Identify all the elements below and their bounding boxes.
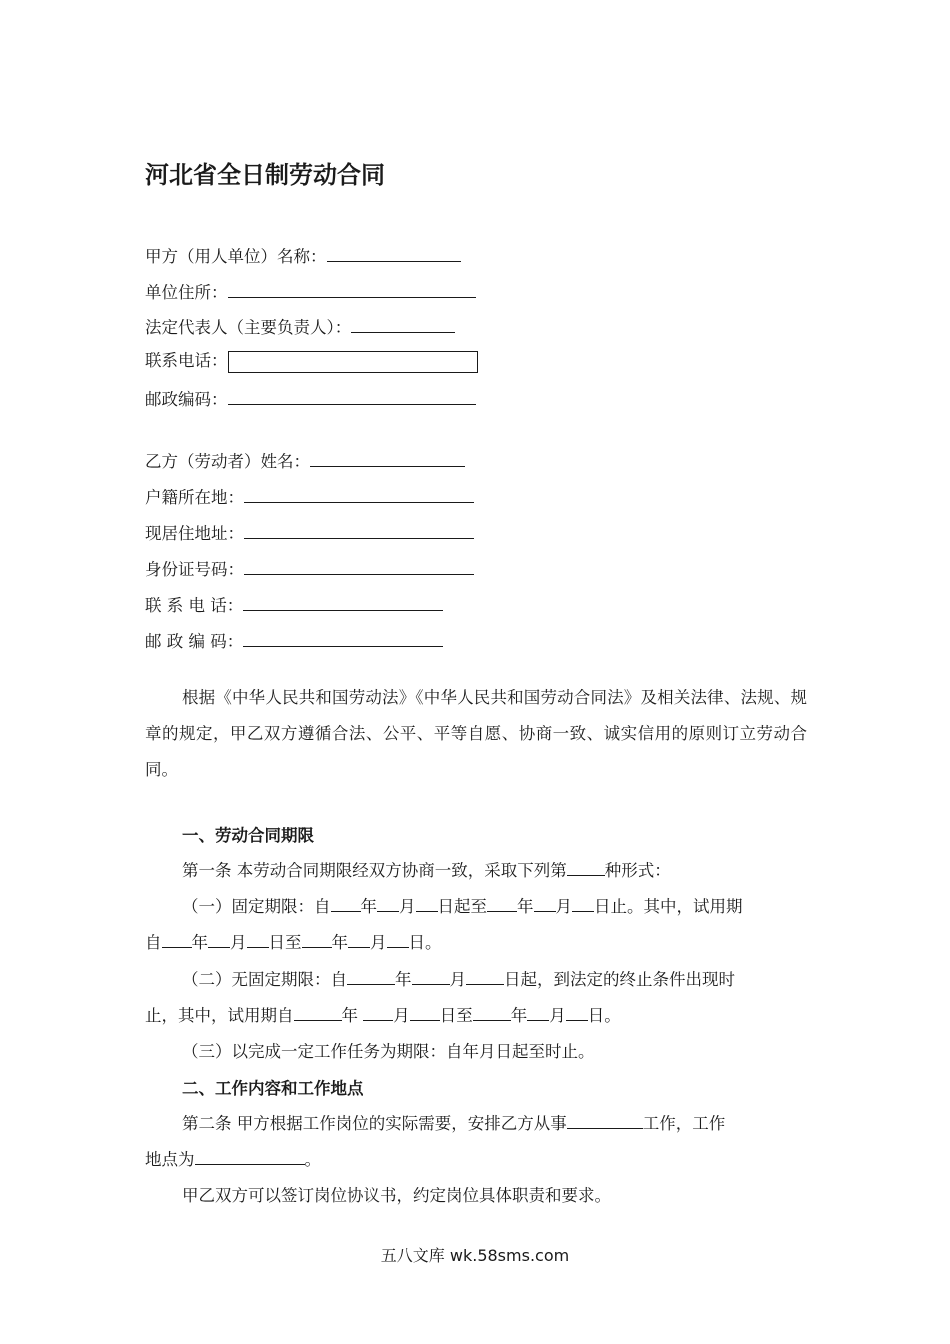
party-b-postcode-line — [145, 628, 443, 654]
day-from-text: 日起至 — [437, 897, 487, 916]
party-b-name-label: 乙方（劳动者）姓名： — [145, 452, 310, 471]
article1-text-end: 种形式： — [604, 861, 671, 880]
work-place-end: 。 — [304, 1150, 321, 1169]
fixed-term-probation-line — [145, 925, 807, 961]
blank[interactable] — [487, 893, 517, 912]
party-b-hukou-blank[interactable] — [244, 484, 474, 503]
party-b-address-label: 现居住地址： — [145, 524, 244, 543]
open-term-rest-text: 日起，到法定的终止条件出现时 — [504, 970, 735, 989]
year-text: 年 — [395, 970, 412, 989]
section1-heading: 一、劳动合同期限 — [182, 826, 314, 845]
fixed-term-label: （一）固定期限：自 — [182, 897, 331, 916]
month-text: 月 — [399, 897, 416, 916]
day-end-text: 日。 — [587, 1006, 621, 1025]
month-text: 月 — [370, 933, 387, 952]
year-text: 年 — [360, 897, 377, 916]
work-place-line — [145, 1142, 807, 1178]
party-b-address-blank[interactable] — [244, 520, 474, 539]
blank[interactable] — [302, 929, 332, 948]
blank[interactable] — [363, 1002, 393, 1021]
party-a-address-label: 单位住所： — [145, 283, 228, 302]
party-a-address-line — [145, 279, 476, 305]
blank[interactable] — [572, 893, 594, 912]
article1-form-blank[interactable] — [567, 857, 605, 876]
blank[interactable] — [410, 1002, 440, 1021]
open-term-line — [145, 962, 844, 998]
day-to-text: 日至 — [439, 1006, 473, 1025]
party-b-name-line — [145, 448, 465, 474]
blank[interactable] — [348, 929, 370, 948]
party-b-id-line — [145, 556, 474, 582]
open-term-probation-line — [145, 998, 807, 1034]
party-b-id-label: 身份证号码： — [145, 560, 244, 579]
probation-from-text: 止，其中，试用期自 — [145, 1006, 294, 1025]
party-b-postcode-blank[interactable] — [243, 628, 443, 647]
party-a-postcode-blank[interactable] — [228, 386, 476, 405]
party-b-hukou-line — [145, 484, 474, 510]
blank[interactable] — [294, 1002, 342, 1021]
year-text: 年 — [510, 1006, 528, 1025]
month-text: 月 — [555, 897, 572, 916]
party-a-rep-blank[interactable] — [351, 314, 455, 333]
party-a-name-label: 甲方（用人单位）名称： — [145, 247, 327, 266]
blank[interactable] — [387, 929, 409, 948]
month-text: 月 — [393, 1006, 410, 1025]
blank[interactable] — [347, 966, 395, 985]
agreement-line: 甲乙双方可以签订岗位协议书，约定岗位具体职责和要求。 — [182, 1186, 611, 1205]
blank[interactable] — [377, 893, 399, 912]
year-text: 年 — [517, 897, 534, 916]
party-a-address-blank[interactable] — [228, 279, 476, 298]
party-b-name-blank[interactable] — [310, 448, 465, 467]
task-term-line: （三）以完成一定工作任务为期限：自年月日起至时止。 — [182, 1042, 595, 1061]
year-text: 年 — [341, 1006, 364, 1025]
blank[interactable] — [566, 1002, 588, 1021]
blank[interactable] — [412, 966, 450, 985]
party-a-postcode-line — [145, 386, 476, 412]
blank[interactable] — [247, 929, 269, 948]
party-a-rep-label: 法定代表人（主要负责人）： — [145, 318, 352, 337]
party-a-name-line — [145, 243, 461, 269]
job-blank[interactable] — [567, 1110, 643, 1129]
blank[interactable] — [162, 929, 192, 948]
work-place-blank[interactable] — [195, 1146, 305, 1165]
blank[interactable] — [331, 893, 361, 912]
party-a-phone-label: 联系电话： — [145, 351, 228, 370]
work-place-label: 地点为 — [145, 1150, 195, 1169]
blank[interactable] — [473, 1002, 511, 1021]
party-a-phone-line — [145, 349, 478, 373]
year-text: 年 — [331, 933, 348, 952]
document-title: 河北省全日制劳动合同 — [145, 161, 385, 189]
month-text: 月 — [230, 933, 247, 952]
article2-text: 第二条 甲方根据工作岗位的实际需要，安排乙方从事 — [182, 1114, 567, 1133]
day-to-text: 日至 — [268, 933, 302, 952]
party-b-phone-blank[interactable] — [243, 592, 443, 611]
party-b-address-line — [145, 520, 474, 546]
party-b-postcode-label: 邮 政 编 码： — [145, 632, 244, 651]
party-b-hukou-label: 户籍所在地： — [145, 488, 244, 507]
month-text: 月 — [549, 1006, 566, 1025]
day-end-text: 日。 — [408, 933, 442, 952]
blank[interactable] — [534, 893, 556, 912]
open-term-label: （二）无固定期限：自 — [182, 970, 347, 989]
party-a-phone-box[interactable] — [228, 351, 478, 373]
party-a-rep-line — [145, 314, 455, 340]
fixed-term-line — [145, 889, 844, 925]
month-text: 月 — [449, 970, 466, 989]
party-a-postcode-label: 邮政编码： — [145, 390, 228, 409]
year-text: 年 — [191, 933, 208, 952]
blank[interactable] — [208, 929, 230, 948]
party-b-id-blank[interactable] — [244, 556, 474, 575]
intro-paragraph: 根据《中华人民共和国劳动法》《中华人民共和国劳动合同法》及相关法律、法规、规章的规定，甲乙双方遵循合法、公平、平等自愿、协商一致、诚实信用的原则订立劳动合同。 — [145, 688, 807, 779]
blank[interactable] — [527, 1002, 549, 1021]
party-b-phone-label: 联 系 电 话： — [145, 596, 244, 615]
fixed-term-end-text: 日止。其中，试用期 — [594, 897, 743, 916]
footer-watermark: 五八文库 wk.58sms.com — [380, 1246, 570, 1265]
party-b-phone-line — [145, 592, 443, 618]
article2-text-end: 工作，工作 — [642, 1114, 726, 1133]
from-text: 自 — [145, 933, 162, 952]
blank[interactable] — [416, 893, 438, 912]
blank[interactable] — [466, 966, 504, 985]
party-a-name-blank[interactable] — [327, 243, 461, 262]
article2-line — [145, 1106, 844, 1142]
section2-heading: 二、工作内容和工作地点 — [182, 1079, 364, 1098]
article1-text: 第一条 本劳动合同期限经双方协商一致，采取下列第 — [182, 861, 567, 880]
article1-line — [145, 853, 844, 889]
